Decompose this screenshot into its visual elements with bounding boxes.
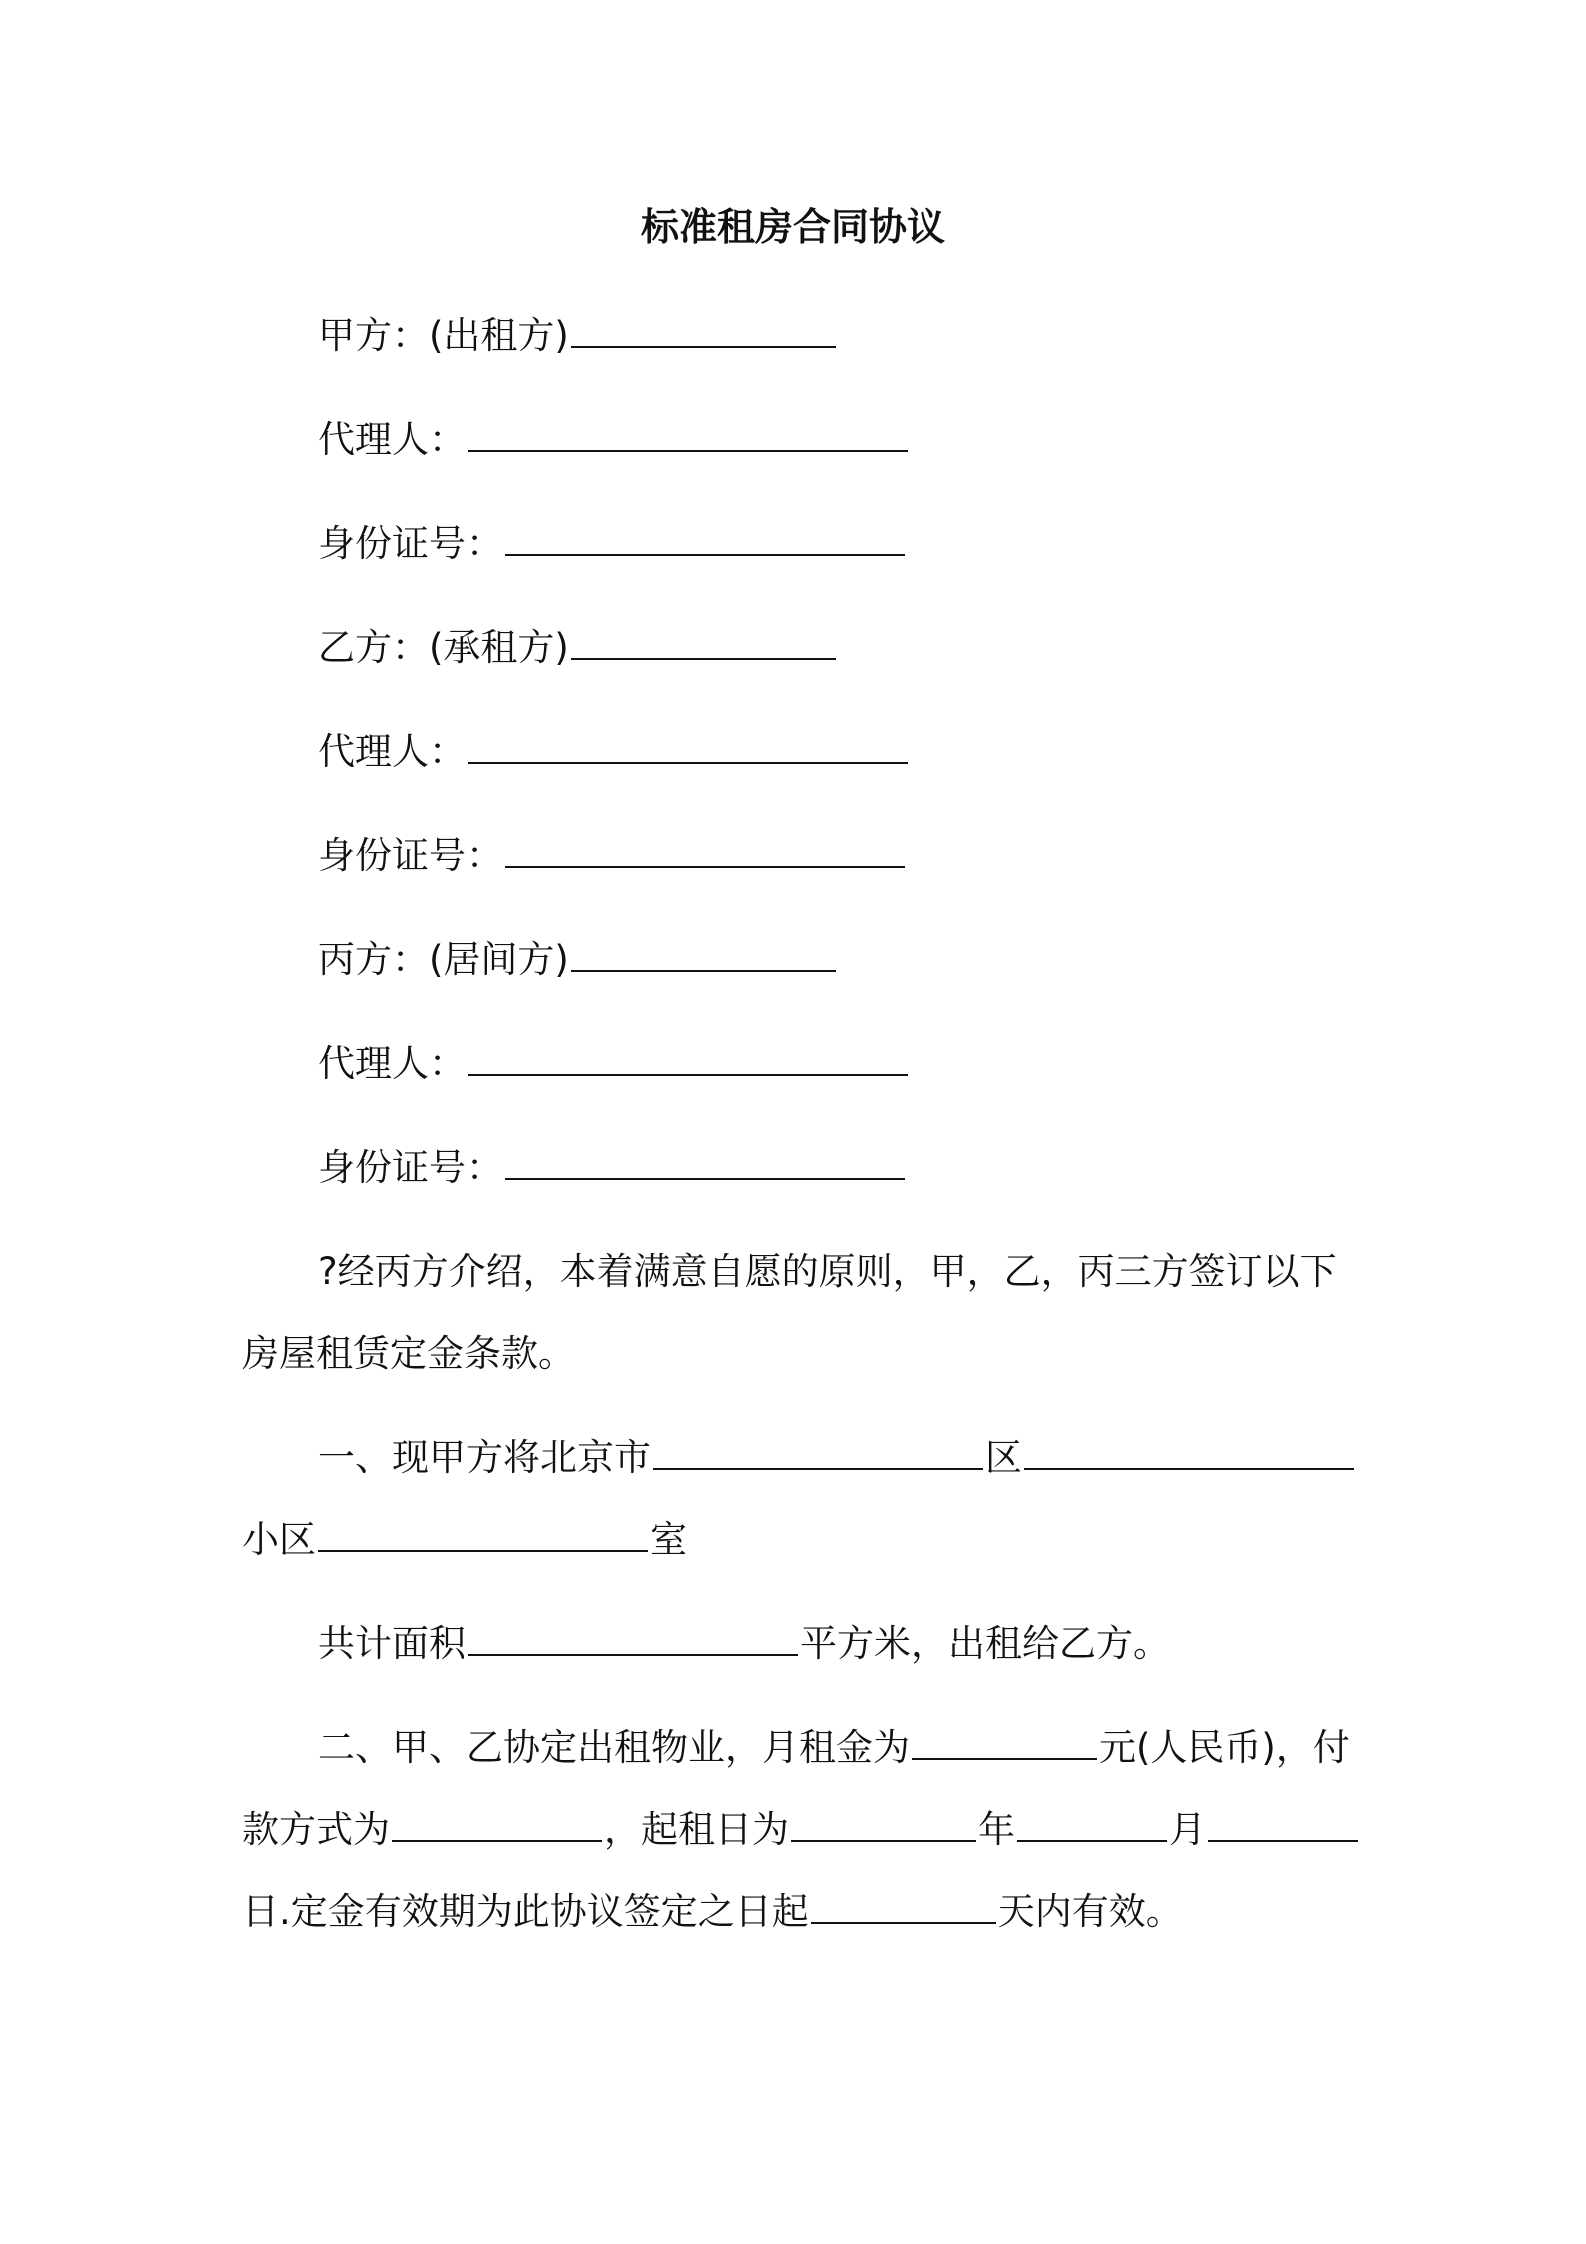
- clause-2-validity-label: 日.定金有效期为此协议签定之日起: [242, 1890, 809, 1933]
- area-blank: [468, 1618, 798, 1656]
- party-b-agent-line: [318, 726, 910, 778]
- clause-1-district-label: 区: [985, 1436, 1022, 1479]
- party-a-id-line: [318, 518, 907, 570]
- clause-2-month-label: 月: [1169, 1808, 1206, 1851]
- party-a-id-label: 身份证号：: [318, 522, 503, 565]
- party-c-agent-blank: [468, 1038, 908, 1076]
- party-c-id-label: 身份证号：: [318, 1146, 503, 1189]
- clause-1-line-3: [318, 1618, 1170, 1670]
- party-a-blank: [571, 310, 836, 348]
- clause-1-room-label: 室: [650, 1518, 687, 1561]
- party-a-agent-blank: [468, 414, 908, 452]
- start-year-blank: [791, 1804, 976, 1842]
- city-blank: [653, 1432, 983, 1470]
- community-blank: [318, 1514, 648, 1552]
- clause-2-line-3: [242, 1886, 1183, 1938]
- clause-1-area-label: 共计面积: [318, 1622, 466, 1665]
- party-b-line: [318, 622, 838, 674]
- clause-2-start-label: ，起租日为: [604, 1808, 789, 1851]
- start-month-blank: [1017, 1804, 1167, 1842]
- party-a-line: [318, 310, 838, 362]
- clause-1-line-2: [242, 1514, 687, 1566]
- party-c-agent-line: [318, 1038, 910, 1090]
- clause-2-rent-label: 二、甲、乙协定出租物业，月租金为: [318, 1726, 910, 1769]
- party-a-agent-label: 代理人：: [318, 418, 466, 461]
- intro-line-2: 房屋租赁定金条款。: [242, 1332, 575, 1375]
- party-c-label: 丙方：(居间方): [318, 938, 569, 981]
- document-title: 标准租房合同协议: [640, 205, 945, 249]
- validity-days-blank: [811, 1886, 996, 1924]
- rent-blank: [912, 1722, 1097, 1760]
- clause-1-community-label: 小区: [242, 1518, 316, 1561]
- start-day-blank: [1208, 1804, 1358, 1842]
- payment-method-blank: [392, 1804, 602, 1842]
- district-blank: [1024, 1432, 1354, 1470]
- party-b-agent-label: 代理人：: [318, 730, 466, 773]
- party-b-id-blank: [505, 830, 905, 868]
- party-b-id-label: 身份证号：: [318, 834, 503, 877]
- party-a-id-blank: [505, 518, 905, 556]
- party-c-id-line: [318, 1142, 907, 1194]
- clause-2-payment-label: 款方式为: [242, 1808, 390, 1851]
- clause-1-city-label: 一、现甲方将北京市: [318, 1436, 651, 1479]
- party-b-agent-blank: [468, 726, 908, 764]
- party-c-blank: [571, 934, 836, 972]
- clause-1-area-suffix: 平方米，出租给乙方。: [800, 1622, 1170, 1665]
- party-c-id-blank: [505, 1142, 905, 1180]
- clause-2-year-label: 年: [978, 1808, 1015, 1851]
- clause-2-line-1: [318, 1722, 1350, 1774]
- intro-line-1: ?经丙方介绍，本着满意自愿的原则，甲，乙，丙三方签订以下: [318, 1250, 1337, 1293]
- party-b-id-line: [318, 830, 907, 882]
- party-a-label: 甲方：(出租方): [318, 314, 569, 357]
- clause-2-validity-suffix: 天内有效。: [997, 1890, 1183, 1933]
- party-a-agent-line: [318, 414, 910, 466]
- clause-2-line-2: [242, 1804, 1360, 1856]
- party-b-blank: [571, 622, 836, 660]
- party-c-line: [318, 934, 838, 986]
- party-c-agent-label: 代理人：: [318, 1042, 466, 1085]
- clause-2-currency-label: 元(人民币)，付: [1099, 1726, 1350, 1769]
- clause-1-line-1: [318, 1432, 1356, 1484]
- party-b-label: 乙方：(承租方): [318, 626, 569, 669]
